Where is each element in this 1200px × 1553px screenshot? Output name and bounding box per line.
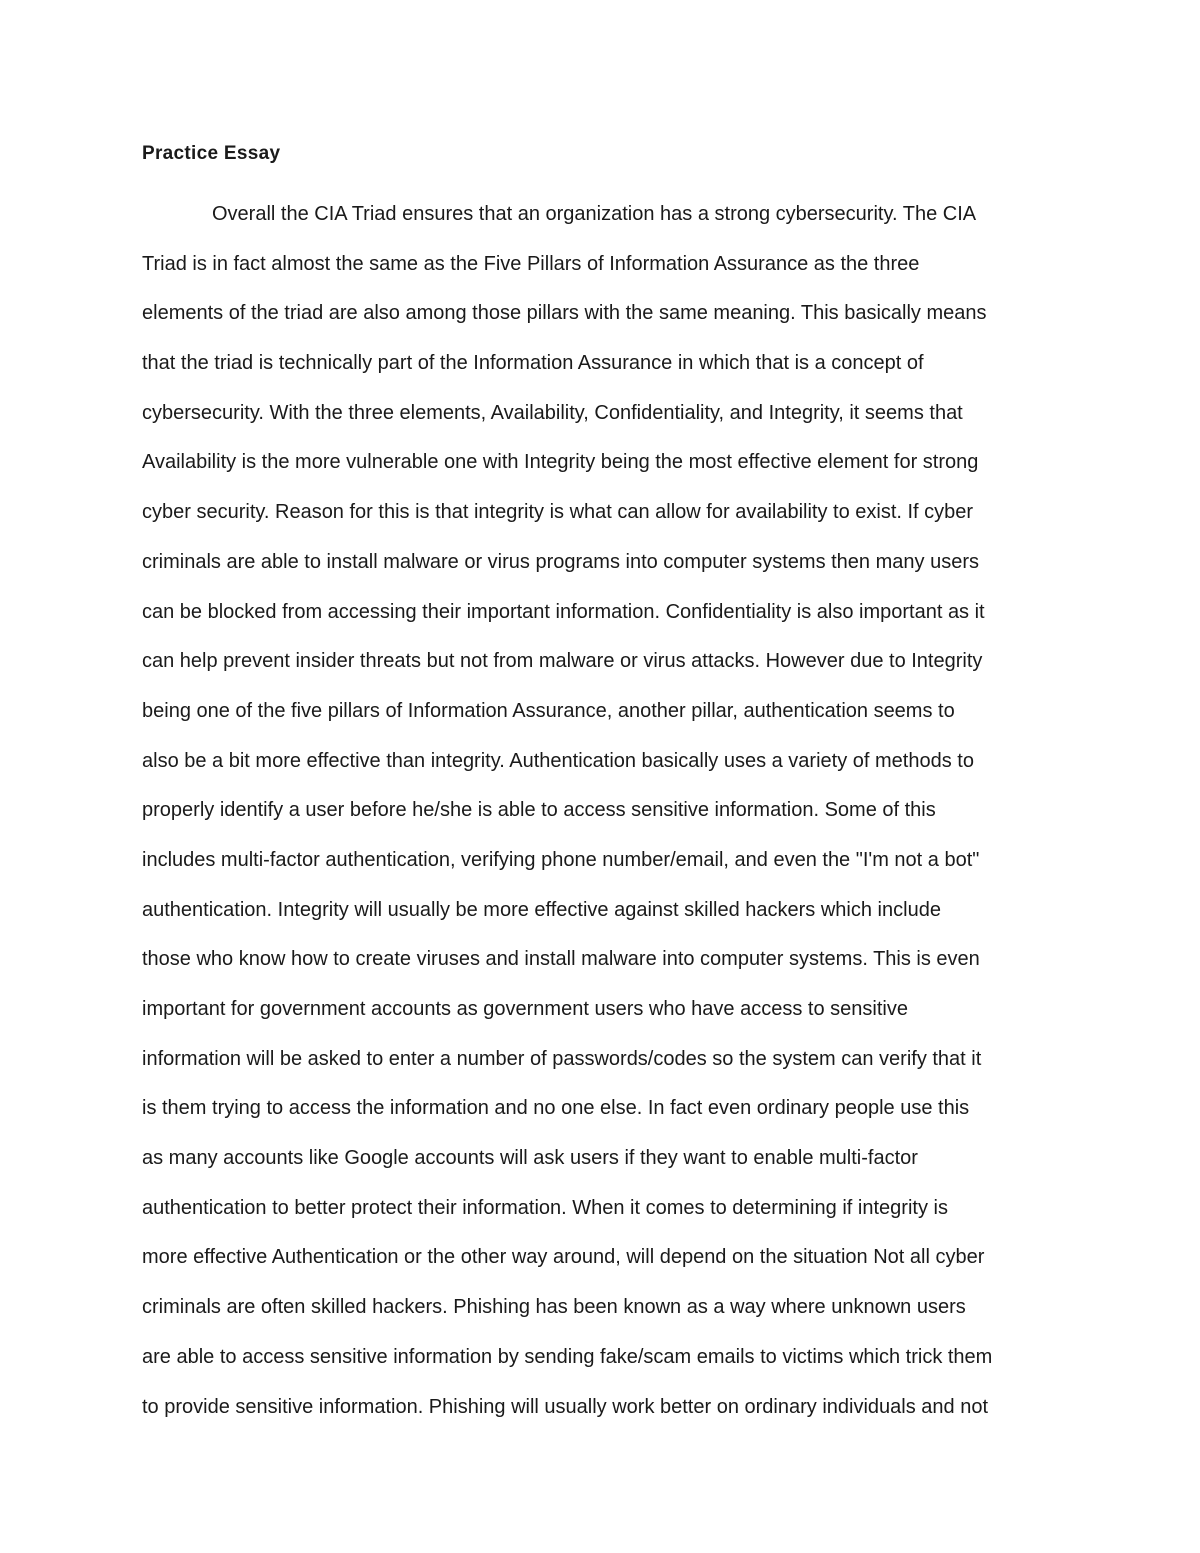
paragraph-line: are able to access sensitive information by sending fake/scam emails to victims which trick them xyxy=(142,1345,993,1368)
paragraph-line: more effective Authentication or the other way around, will depend on the situation Not all cyber xyxy=(142,1246,985,1269)
essay-paragraph xyxy=(142,190,1067,1432)
paragraph-line: those who know how to create viruses and install malware into computer systems. This is even xyxy=(142,948,980,971)
paragraph-line: can be blocked from accessing their important information. Confidentiality is also important as it xyxy=(142,600,985,623)
paragraph-line: also be a bit more effective than integrity. Authentication basically uses a variety of methods to xyxy=(142,749,974,772)
paragraph-line: criminals are often skilled hackers. Phishing has been known as a way where unknown users xyxy=(142,1296,966,1319)
paragraph-line: as many accounts like Google accounts will ask users if they want to enable multi-factor xyxy=(142,1147,918,1170)
paragraph-line: that the triad is technically part of the Information Assurance in which that is a concept of xyxy=(142,352,924,375)
paragraph-line: criminals are able to install malware or virus programs into computer systems then many users xyxy=(142,550,979,573)
paragraph-line: elements of the triad are also among those pillars with the same meaning. This basically means xyxy=(142,302,987,325)
paragraph-line: properly identify a user before he/she is able to access sensitive information. Some of this xyxy=(142,799,936,822)
paragraph-line: includes multi-factor authentication, verifying phone number/email, and even the "I'm not a bot" xyxy=(142,848,980,871)
paragraph-line: authentication to better protect their information. When it comes to determining if integrity is xyxy=(142,1196,948,1219)
paragraph-line: to provide sensitive information. Phishing will usually work better on ordinary individuals and not xyxy=(142,1395,988,1418)
essay-title: Practice Essay xyxy=(142,143,281,164)
paragraph-line: is them trying to access the information and no one else. In fact even ordinary people use this xyxy=(142,1097,970,1120)
paragraph-line: can help prevent insider threats but not from malware or virus attacks. However due to Integrity xyxy=(142,650,983,673)
paragraph-line: cyber security. Reason for this is that integrity is what can allow for availability to exist. If cyber xyxy=(142,501,974,524)
paragraph-line: Overall the CIA Triad ensures that an organization has a strong cybersecurity. The CIA xyxy=(212,203,977,225)
paragraph-line: information will be asked to enter a number of passwords/codes so the system can verify that it xyxy=(142,1047,982,1070)
paragraph-line: being one of the five pillars of Information Assurance, another pillar, authentication seems to xyxy=(142,699,955,722)
paragraph-line: authentication. Integrity will usually be more effective against skilled hackers which include xyxy=(142,898,941,921)
paragraph-line: Triad is in fact almost the same as the Five Pillars of Information Assurance as the three xyxy=(142,252,920,275)
essay-body xyxy=(142,140,1067,1432)
paragraph-line: Availability is the more vulnerable one with Integrity being the most effective element for strong xyxy=(142,451,979,474)
paragraph-line: important for government accounts as government users who have access to sensitive xyxy=(142,998,908,1020)
paragraph-line: cybersecurity. With the three elements, Availability, Confidentiality, and Integrity, it seems that xyxy=(142,401,963,424)
